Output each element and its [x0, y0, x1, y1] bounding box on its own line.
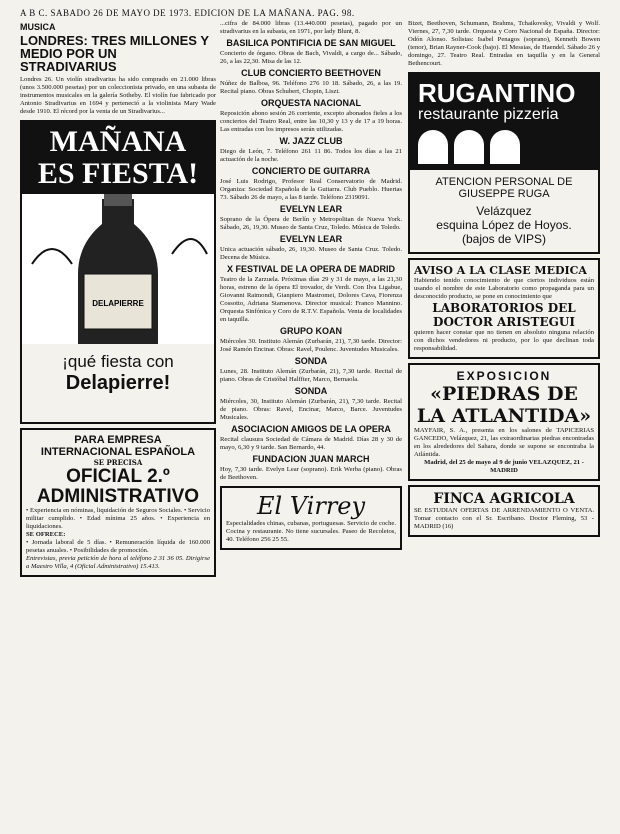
job-h1: PARA EMPRESA	[74, 434, 162, 446]
rugantino-body	[410, 170, 598, 252]
ad-title-2: ES FIESTA!	[22, 158, 214, 194]
job-ad	[20, 428, 216, 577]
arch-icon	[490, 130, 520, 164]
listing-title-10: SONDA	[294, 356, 328, 366]
top-text: Bizet, Beethoven, Schumann, Brahms, Tchaikovsky, Vivaldi y Wolf. Viernes, 27, 7,30 tarde. Orquesta y Coro Nacional de España. Director: Odón Alonso. Solistas: Isabel Penagos (soprano), Kenneth Bowen (tenor), Brian Rayner-Cook (bajo). El Messias, de Haendel. Sábado 26 y domingo, 27. Teatro Real. Entradas en taquilla y en la General Bethencourt.	[408, 20, 600, 67]
finca-ad	[408, 485, 600, 537]
rugantino-addr-1: Velázquez	[476, 204, 532, 218]
rugantino-name: RUGANTINO	[418, 78, 576, 108]
job-requirements: • Experiencia en nóminas, liquidación de Seguros Sociales. • Servicio militar cumplido. • Edad mínima 25 años. • Experiencia en liquidaciones.	[26, 507, 210, 530]
job-offer: • Jornada laboral de 5 días. • Remuneración líquida de 160.000 pesetas anuales. • Posibilidades de promoción.	[26, 539, 210, 554]
rugantino-header	[410, 74, 598, 170]
listing-text-7: Unica actuación sábado, 26, 19,30. Museo de Santa Cruz. Toledo. Decena de Música.	[220, 246, 402, 261]
listing-text-8: Teatro de la Zarzuela. Próximas días 29 y 31 de mayo, a las 21,30 horas, estreno de la ópera El trovador, de Verdi. Con Ilva Ligabue, Giovanni Raimondi, Gianpiero Mastromei, Dolores Cava, Fiorenza Cossotto, Adriana Stamenova. Director musical: Franco Mannino. Orquesta Sinfónica y Coro de R.T.V. Española. Venta de localidades en taquilla.	[220, 276, 402, 323]
expo-heading: EXPOSICION	[456, 369, 552, 383]
expo-title-2: LA ATLANTIDA»	[416, 405, 592, 427]
bottle-label: DELAPIERRE	[92, 299, 144, 308]
listing-title-6: EVELYN LEAR	[279, 204, 343, 214]
listing-title-2: CLUB CONCIERTO BEETHOVEN	[241, 68, 381, 78]
rugantino-addr-2: esquina López de Hoyos.	[436, 218, 572, 232]
ad-title-1: MAÑANA	[22, 122, 214, 158]
expo-date: Madrid, del 25 de mayo al 9 de junio VELAZQUEZ, 21 - MADRID	[424, 459, 584, 474]
job-h3: SE PRECISA	[93, 458, 143, 467]
aviso-heading: AVISO A LA CLASE MEDICA	[414, 264, 587, 277]
job-title-2: ADMINISTRATIVO	[36, 486, 200, 507]
listing-text-1: Concierto de órgano. Obras de Bach, Vivaldi, a cargo de... Sábado, 26, a las 22,30. Misa de las 12.	[220, 50, 402, 65]
listing-title-5: CONCIERTO DE GUITARRA	[251, 166, 371, 176]
aviso-lab: LABORATORIOS DEL DOCTOR ARISTEGUI	[432, 301, 576, 329]
arch-icon	[454, 130, 484, 164]
aviso-text-1: Habiendo tenido conocimiento de que ciertos individuos están usando el nombre de este Laboratorio como propaganda para un desconocido producto, se pone en conocimiento que	[414, 277, 594, 300]
finca-heading: FINCA AGRICOLA	[433, 491, 575, 507]
virrey-ad	[220, 486, 402, 550]
lead-text: ...cifra de 84.000 libras (13.440.000 pesetas), pagado por un stradivarius en la subasta, en 1971, por lady Blunt, 8.	[220, 20, 402, 35]
bottle-illustration	[22, 194, 214, 344]
job-footer: Entrevistas, previa petición de hora al teléfono 2 31 36 05. Dirigirse a Maestro Villa, 4 (Oficial Administrativo) 15.413.	[26, 555, 210, 570]
listing-title-13: FUNDACION JUAN MARCH	[252, 454, 370, 464]
expo-title-1: «PIEDRAS DE	[430, 383, 578, 405]
listing-title-9: GRUPO KOAN	[279, 326, 342, 336]
slogan-1: ¡qué fiesta con	[62, 352, 174, 371]
rugantino-ad	[408, 72, 600, 254]
listing-text-3: Reposición abono sesión 26 corriente, excepto abonados fieles a los conciertos del Teatro Real, entre las 10,30 y 13 y de 17 a 19 horas. Las entradas con los impresos serán utilizadas.	[220, 110, 402, 133]
rugantino-sub: restaurante pizzeria	[418, 106, 559, 123]
listing-text-10: Lunes, 28. Instituto Alemán (Zurbarán, 21), 7,30 tarde. Recital de piano. Obras de Cristóbal Halffter, Marco, Bernaola.	[220, 368, 402, 383]
listing-text-12: Recital clausura Sociedad de Cámara de Madrid. Días 28 y 30 de mayo, 6,30 y 9 tarde. San Bernardo, 44.	[220, 436, 402, 451]
listing-text-9: Miércoles 30. Instituto Alemán (Zurbarán, 21), 7,30 tarde. Director: José Ramón Encinar. Obras: Ravel, Poulenc. Juventudes Musicales.	[220, 338, 402, 353]
rugantino-attention: ATENCION PERSONAL DE	[435, 176, 573, 188]
section-title: MUSICA	[20, 22, 56, 32]
slogan-2: Delapierre!	[65, 372, 171, 394]
column-2	[220, 20, 402, 554]
listing-title-12: ASOCIACION AMIGOS DE LA OPERA	[231, 424, 391, 434]
listing-text-2: Núñez de Balboa, 96. Teléfono 276 10 18. Sábado, 26, a las 19. Recital piano. Obras Schubert, Chopin, Liszt.	[220, 80, 402, 95]
exposicion-ad	[408, 363, 600, 481]
page-header: A B C. SABADO 26 DE MAYO DE 1973. EDICION DE LA MAÑANA. PAG. 98.	[20, 8, 355, 18]
listing-title-1: BASILICA PONTIFICIA DE SAN MIGUEL	[226, 38, 396, 48]
listing-title-11: SONDA	[294, 386, 328, 396]
listing-text-13: Hoy, 7,30 tarde. Evelyn Lear (soprano). Erik Werba (piano). Obras de Beethoven.	[220, 466, 402, 481]
virrey-name: El Virrey	[256, 492, 366, 520]
listing-title-3: ORQUESTA NACIONAL	[261, 98, 361, 108]
delapierre-ad	[20, 120, 216, 424]
aviso-ad	[408, 258, 600, 359]
listing-text-6: Soprano de la Ópera de Berlín y Metropolitan de Nueva York. Sábado, 26, 19,30. Museo de Santa Cruz, Toledo. Música de Toledo.	[220, 216, 402, 231]
listing-text-11: Miércoles, 30, Instituto Alemán (Zurbarán, 21), 7,30 tarde. Recital de piano. Obras: Ravel, Encinar, Marco, Barce. Juventudes Musicales.	[220, 398, 402, 421]
listing-text-5: José Luis Rodrigo, Profesor Real Conservatorio de Madrid. Organiza: Sociedad Española de la Guitarra. Club Pueblo. Huertas 73. Sábado 26 de mayo, a las 8 tarde. Teléfono 2319091.	[220, 178, 402, 201]
virrey-text: Especialidades chinas, cubanas, portuguesas. Servicio de coche. Cocina y restaurante. No tiene sucursales. Paseo de Recoletos, 40. Teléfono 256 25 55.	[226, 520, 396, 543]
rugantino-addr-3: (bajos de VIPS)	[461, 232, 547, 246]
listing-text-4: Diego de León, 7. Teléfono 261 11 86. Todos los días a las 21 actuación de la noche.	[220, 148, 402, 163]
listing-title-4: W. JAZZ CLUB	[279, 136, 343, 146]
column-1	[20, 20, 216, 581]
job-title-1: OFICIAL 2.º	[66, 466, 170, 487]
column-3	[408, 20, 600, 541]
finca-text: SE ESTUDIAN OFERTAS DE ARRENDAMIENTO O VENTA. Tomar contacto con el Sr. Escribano. Doctor Fleming, 53 - MADRID (16)	[414, 507, 594, 530]
listing-title-7: EVELYN LEAR	[279, 234, 343, 244]
job-offer-label: SE OFRECE:	[26, 531, 66, 538]
headline: LONDRES: TRES MILLONES Y MEDIO POR UN STRADIVARIUS	[20, 33, 209, 74]
arch-icon	[418, 130, 448, 164]
listing-title-8: X FESTIVAL DE LA OPERA DE MADRID	[226, 264, 395, 274]
arches-logo	[418, 130, 590, 164]
expo-text: MAYFAIR, S. A., presenta en los salones de TAPICERIAS GANCEDO, Velázquez, 21, las extraordinarias piedras encontradas en los alrededores del Sahara, donde se supone se encontraba la Atlántida.	[414, 427, 594, 458]
job-h2: INTERNACIONAL ESPAÑOLA	[40, 446, 196, 458]
rugantino-owner: GIUSEPPE RUGA	[458, 188, 550, 200]
article-text: Londres 26. Un violín stradivarius ha sido comprado en 21.000 libras (unos 3.500.000 pesetas) por un coleccionista privado, en una subasta de instrumentos musicales en la galería Sotheby. El violín fue fabricado por Antonio Stradivarius en 1694 y perteneció a la violinista Mary Wade desde 1910. El récord por la venta de un Stradivarius...	[20, 76, 216, 115]
aviso-text-2: quieren hacer constar que no tienen en absoluto ninguna relación con dichos vendedores ni producto, por lo que declinan toda responsabilidad.	[414, 329, 594, 352]
